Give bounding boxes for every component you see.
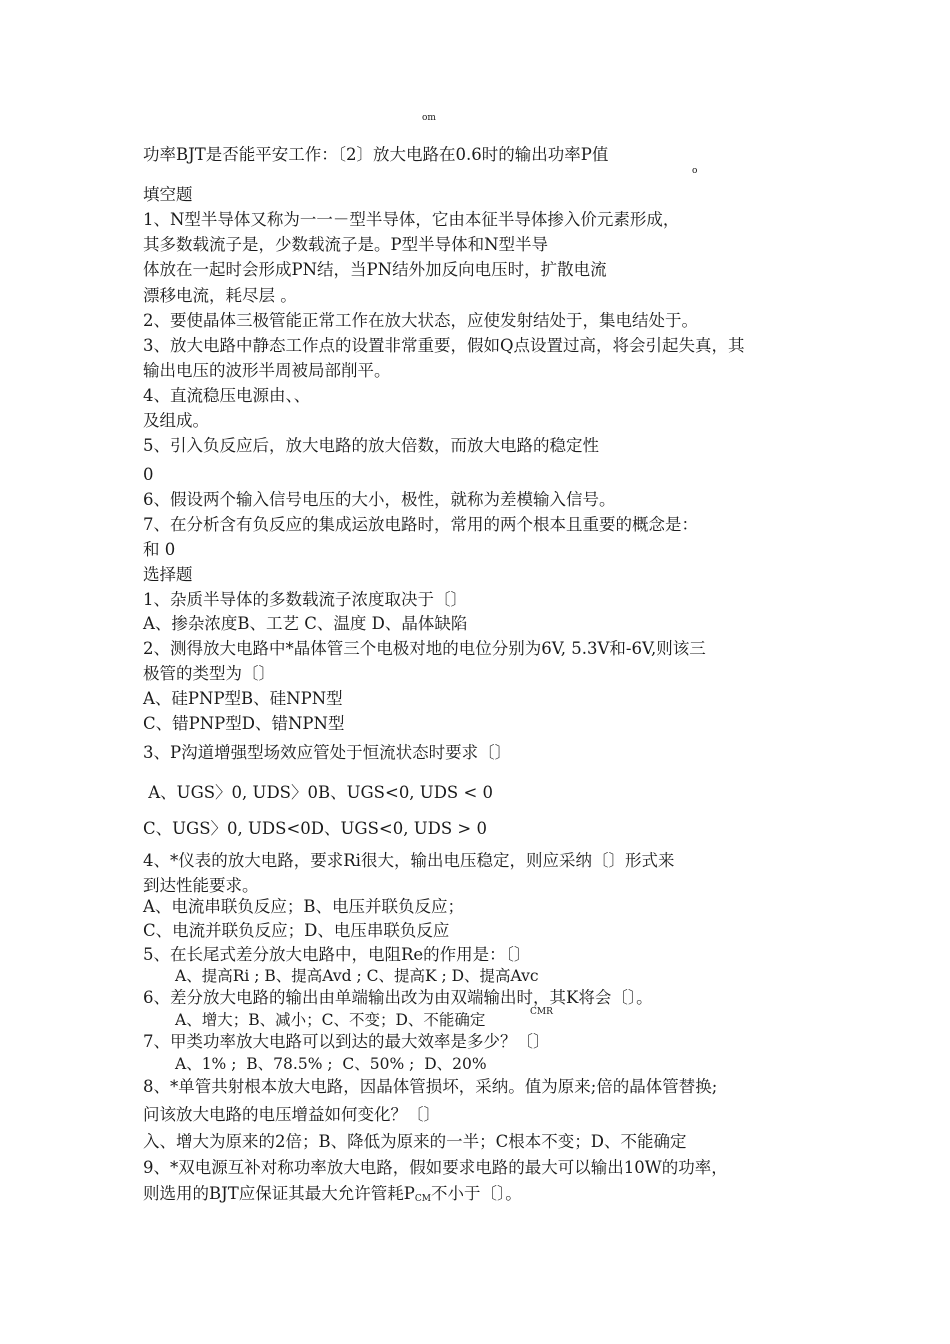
header-mark: om [422,113,436,123]
question-line: 问该放大电路的电压增益如何变化？〔〕 [143,1105,440,1124]
option-line: C、错PNP型D、错NPN型 [143,714,345,733]
line-intro: 功率BJT是否能平安工作：〔2〕放大电路在0.6时的输出功率P值 [143,145,609,164]
option-line: A、提高Ri ; B、提高Avd ; C、提高K ; D、提高Avc [175,967,539,985]
section-title-fill-blank: 填空题 [143,185,193,204]
question-line: 5、引入负反应后，放大电路的放大倍数，而放大电路的稳定性 [143,436,599,455]
small-dot-mark: o [692,166,698,176]
question-line: 5、在长尾式差分放大电路中，电阻Re的作用是：〔〕 [143,945,531,964]
option-line: A、掺杂浓度B、工艺 C、温度 D、晶体缺陷 [143,614,468,633]
question-line: 其多数载流子是，少数载流子是。P型半导体和N型半导 [143,235,549,254]
question-line: 1、杂质半导体的多数载流子浓度取决于〔〕 [143,590,467,609]
question-line: 3、P沟道增强型场效应管处于恒流状态时要求〔〕 [143,743,512,762]
question-line: 4、直流稳压电源由、、 [143,386,311,405]
question-line: 2、测得放大电路中*晶体管三个电极对地的电位分别为6V, 5.3V和-6V,则该三 [143,639,706,658]
last-line-tail: 不小于〔〕。 [430,1184,522,1203]
question-line: 极管的类型为〔〕 [143,664,275,683]
question-line: 体放在一起时会形成PN结，当PN结外加反向电压时，扩散电流 [143,260,607,279]
cmr-subscript-mark: CMR [530,1007,553,1017]
question-line: 7、甲类功率放大电路可以到达的最大效率是多少？〔〕 [143,1032,550,1051]
option-line: C、UGS〉0, UDS<0D、UGS<0, UDS > 0 [143,819,487,838]
question-line: 4、*仪表的放大电路，要求Ri很大，输出电压稳定，则应采纳〔〕形式来 [143,851,675,870]
question-line: 3、放大电路中静态工作点的设置非常重要，假如Q点设置过高，将会引起失真，其 [143,336,745,355]
last-line-text: 则选用的BJT应保证其最大允许管耗P [143,1184,415,1203]
question-line: 及组成。 [143,411,209,430]
option-line: A、电流串联负反应；B、电压并联负反应； [143,897,465,916]
question-line: 6、假设两个输入信号电压的大小，极性，就称为差模输入信号。 [143,490,616,509]
question-line: 2、要使晶体三极管能正常工作在放大状态，应使发射结处于，集电结处于。 [143,311,698,330]
question-line: 和 0 [143,540,176,559]
question-line: 1、N型半导体又称为一一－型半导体，它由本征半导体掺入价元素形成， [143,210,680,229]
question-line: 到达性能要求。 [143,876,259,895]
question-line: 输出电压的波形半周被局部削平。 [143,361,391,380]
question-line-last [143,1184,522,1209]
option-line: C、电流并联负反应；D、电压串联负反应 [143,921,450,940]
question-line: 8、*单管共射根本放大电路，因晶体管损坏，采纳。值为原来;倍的晶体管替换; [143,1077,718,1096]
section-title-choice: 选择题 [143,565,193,584]
pcm-subscript: CM [414,1194,431,1204]
question-line: 9、*双电源互补对称功率放大电路，假如要求电路的最大可以输出10W的功率， [143,1158,728,1177]
option-line: A、1% ; B、78.5% ; C、50% ; D、20% [175,1055,487,1073]
option-line: A、硅PNP型B、硅NPN型 [143,689,343,708]
question-line: 0 [143,465,154,484]
question-line: 7、在分析含有负反应的集成运放电路时，常用的两个根本且重要的概念是： [143,515,698,534]
question-line: 漂移电流，耗尽层 。 [143,286,297,305]
question-line: 6、差分放大电路的输出由单端输出改为由双端输出时，其K将会〔〕。 [143,988,653,1007]
option-line: A、UGS〉0, UDS〉0B、UGS<0, UDS < 0 [143,783,494,802]
option-line: A、增大；B、减小；C、不变；D、不能确定 [175,1011,486,1029]
option-line: 入、增大为原来的2倍；B、降低为原来的一半；C根本不变；D、不能确定 [143,1132,687,1151]
